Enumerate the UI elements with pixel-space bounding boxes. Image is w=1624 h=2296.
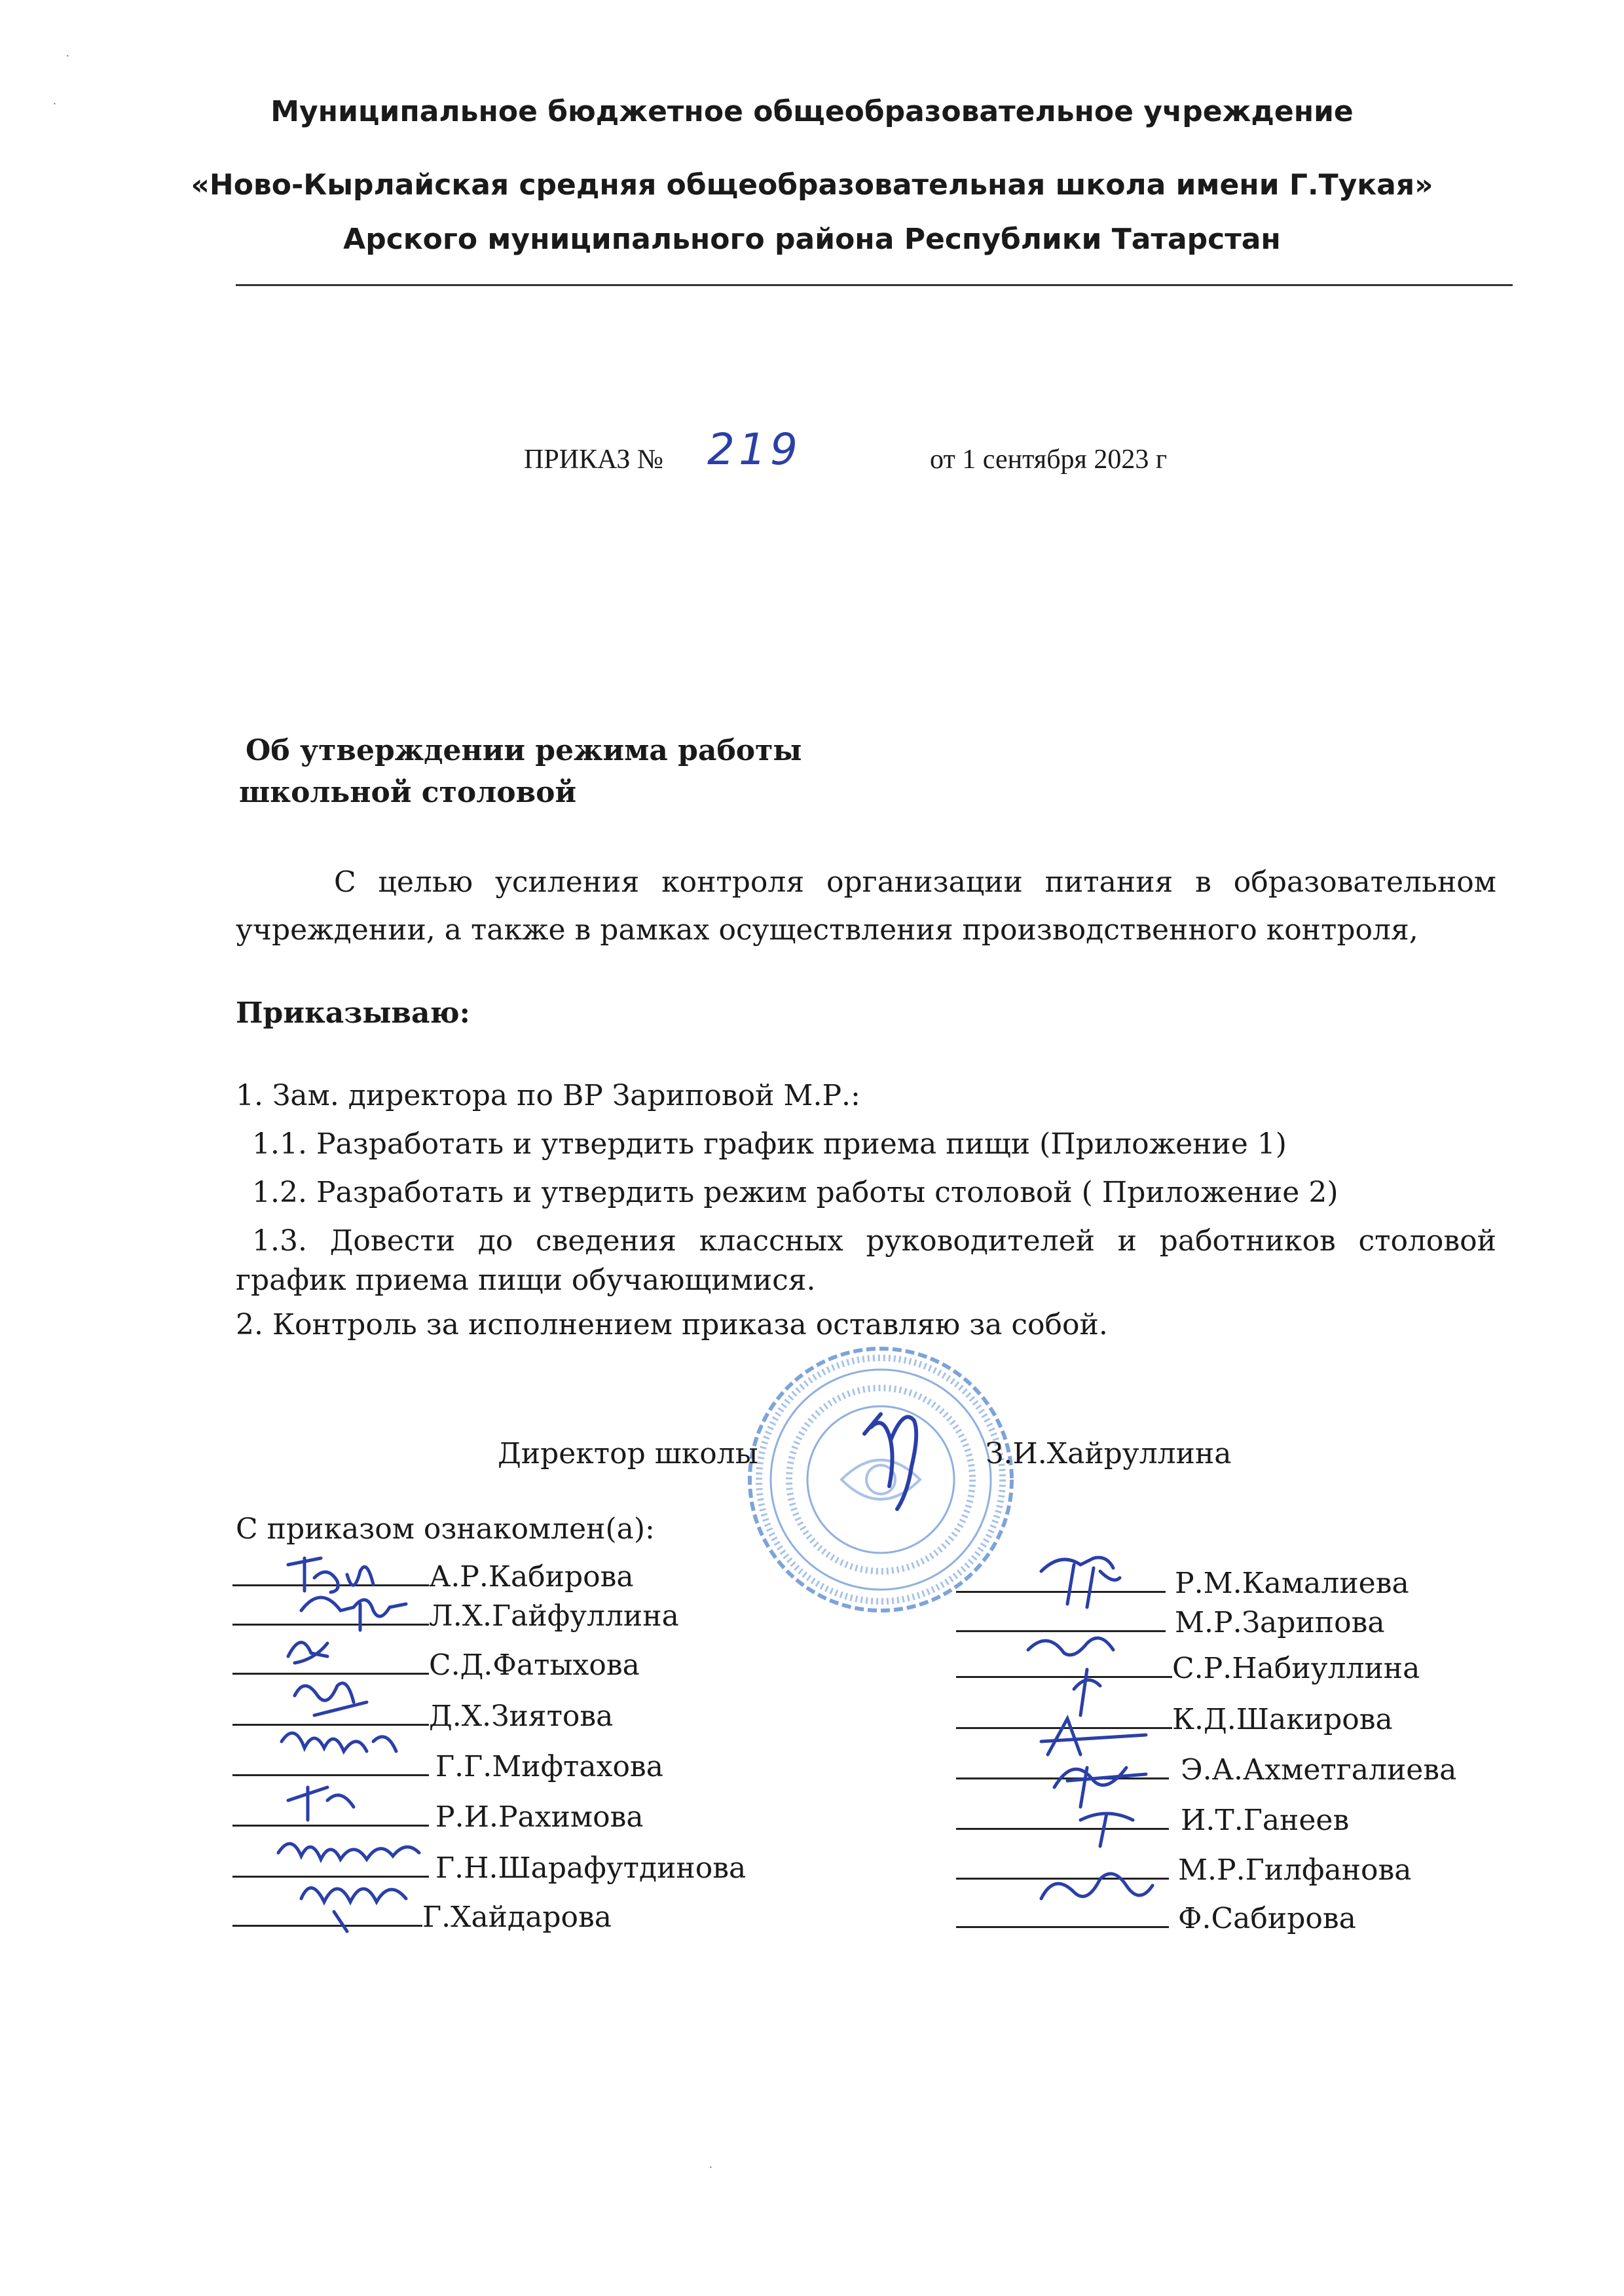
signatory-name: И.Т.Ганеев	[1181, 1804, 1350, 1837]
signatory-name: Л.Х.Гайфуллина	[429, 1599, 679, 1633]
signatory-name: Г.Хайдарова	[422, 1901, 612, 1934]
scan-speck: ·	[709, 2160, 713, 2175]
title-line1: Об утверждении режима работы	[246, 734, 802, 767]
item-2: 2. Контроль за исполнением приказа оставляю за собой.	[236, 1308, 1108, 1341]
signatory-name: А.Р.Кабирова	[429, 1560, 634, 1594]
order-number-handwritten: 219	[707, 424, 802, 475]
document-title	[239, 730, 802, 814]
intro-line2: учреждении, а также в рамках осуществления производственного контроля,	[236, 913, 1418, 947]
signatory-name: С.Р.Набиуллина	[1172, 1652, 1420, 1685]
signatory-name: Г.Н.Шарафутдинова	[435, 1851, 747, 1885]
signatory-name: Р.И.Рахимова	[435, 1800, 644, 1834]
item-1-2: 1.2. Разработать и утвердить режим работы столовой ( Приложение 2)	[252, 1176, 1338, 1209]
signatory-name: Г.Г.Мифтахова	[435, 1750, 663, 1783]
signatory-name: М.Р.Зарипова	[1175, 1606, 1385, 1639]
item-1-1: 1.1. Разработать и утвердить график приема пищи (Приложение 1)	[252, 1127, 1287, 1161]
signatory-name: Э.А.Ахметгалиева	[1181, 1753, 1457, 1787]
header-rule	[236, 284, 1513, 286]
school-name-line: «Ново-Кырлайская средняя общеобразовательная школа имени Г.Тукая»	[191, 168, 1433, 202]
scan-speck: ·	[65, 49, 70, 64]
org-name-line1: Муниципальное бюджетное общеобразовательное учреждение	[270, 95, 1354, 128]
title-line2: школьной столовой	[239, 776, 577, 809]
signatory-name: К.Д.Шакирова	[1172, 1703, 1393, 1736]
director-title: Директор школы	[498, 1437, 758, 1470]
scan-speck: ·	[52, 97, 57, 111]
item-1: 1. Зам. директора по ВР Зариповой М.Р.:	[236, 1079, 860, 1112]
signatory-name: Ф.Сабирова	[1178, 1902, 1356, 1935]
command-heading: Приказываю:	[236, 996, 470, 1030]
item-1-3-line1: 1.3. Довести до сведения классных руководителей и работников столовой	[252, 1224, 1496, 1258]
director-name: З.И.Хайруллина	[986, 1437, 1232, 1470]
signatory-name: С.Д.Фатыхова	[429, 1649, 640, 1682]
order-date: от 1 сентября 2023 г	[930, 445, 1168, 475]
signatory-name: Р.М.Камалиева	[1175, 1567, 1409, 1600]
district-line: Арского муниципального района Республики Татарстан	[343, 223, 1281, 256]
signatory-name: Д.Х.Зиятова	[429, 1700, 614, 1733]
order-label: ПРИКАЗ №	[524, 445, 663, 475]
signatory-name: М.Р.Гилфанова	[1178, 1853, 1412, 1887]
item-1-3-line2: график приема пищи обучающимися.	[236, 1264, 816, 1297]
handwritten-signatures-left	[275, 1545, 432, 1938]
director-signature	[851, 1388, 943, 1519]
intro-line1: С целью усиления контроля организации питания в образовательном	[334, 866, 1496, 899]
handwritten-signatures-right	[1002, 1545, 1198, 1938]
acquainted-label: С приказом ознакомлен(а):	[236, 1512, 655, 1546]
